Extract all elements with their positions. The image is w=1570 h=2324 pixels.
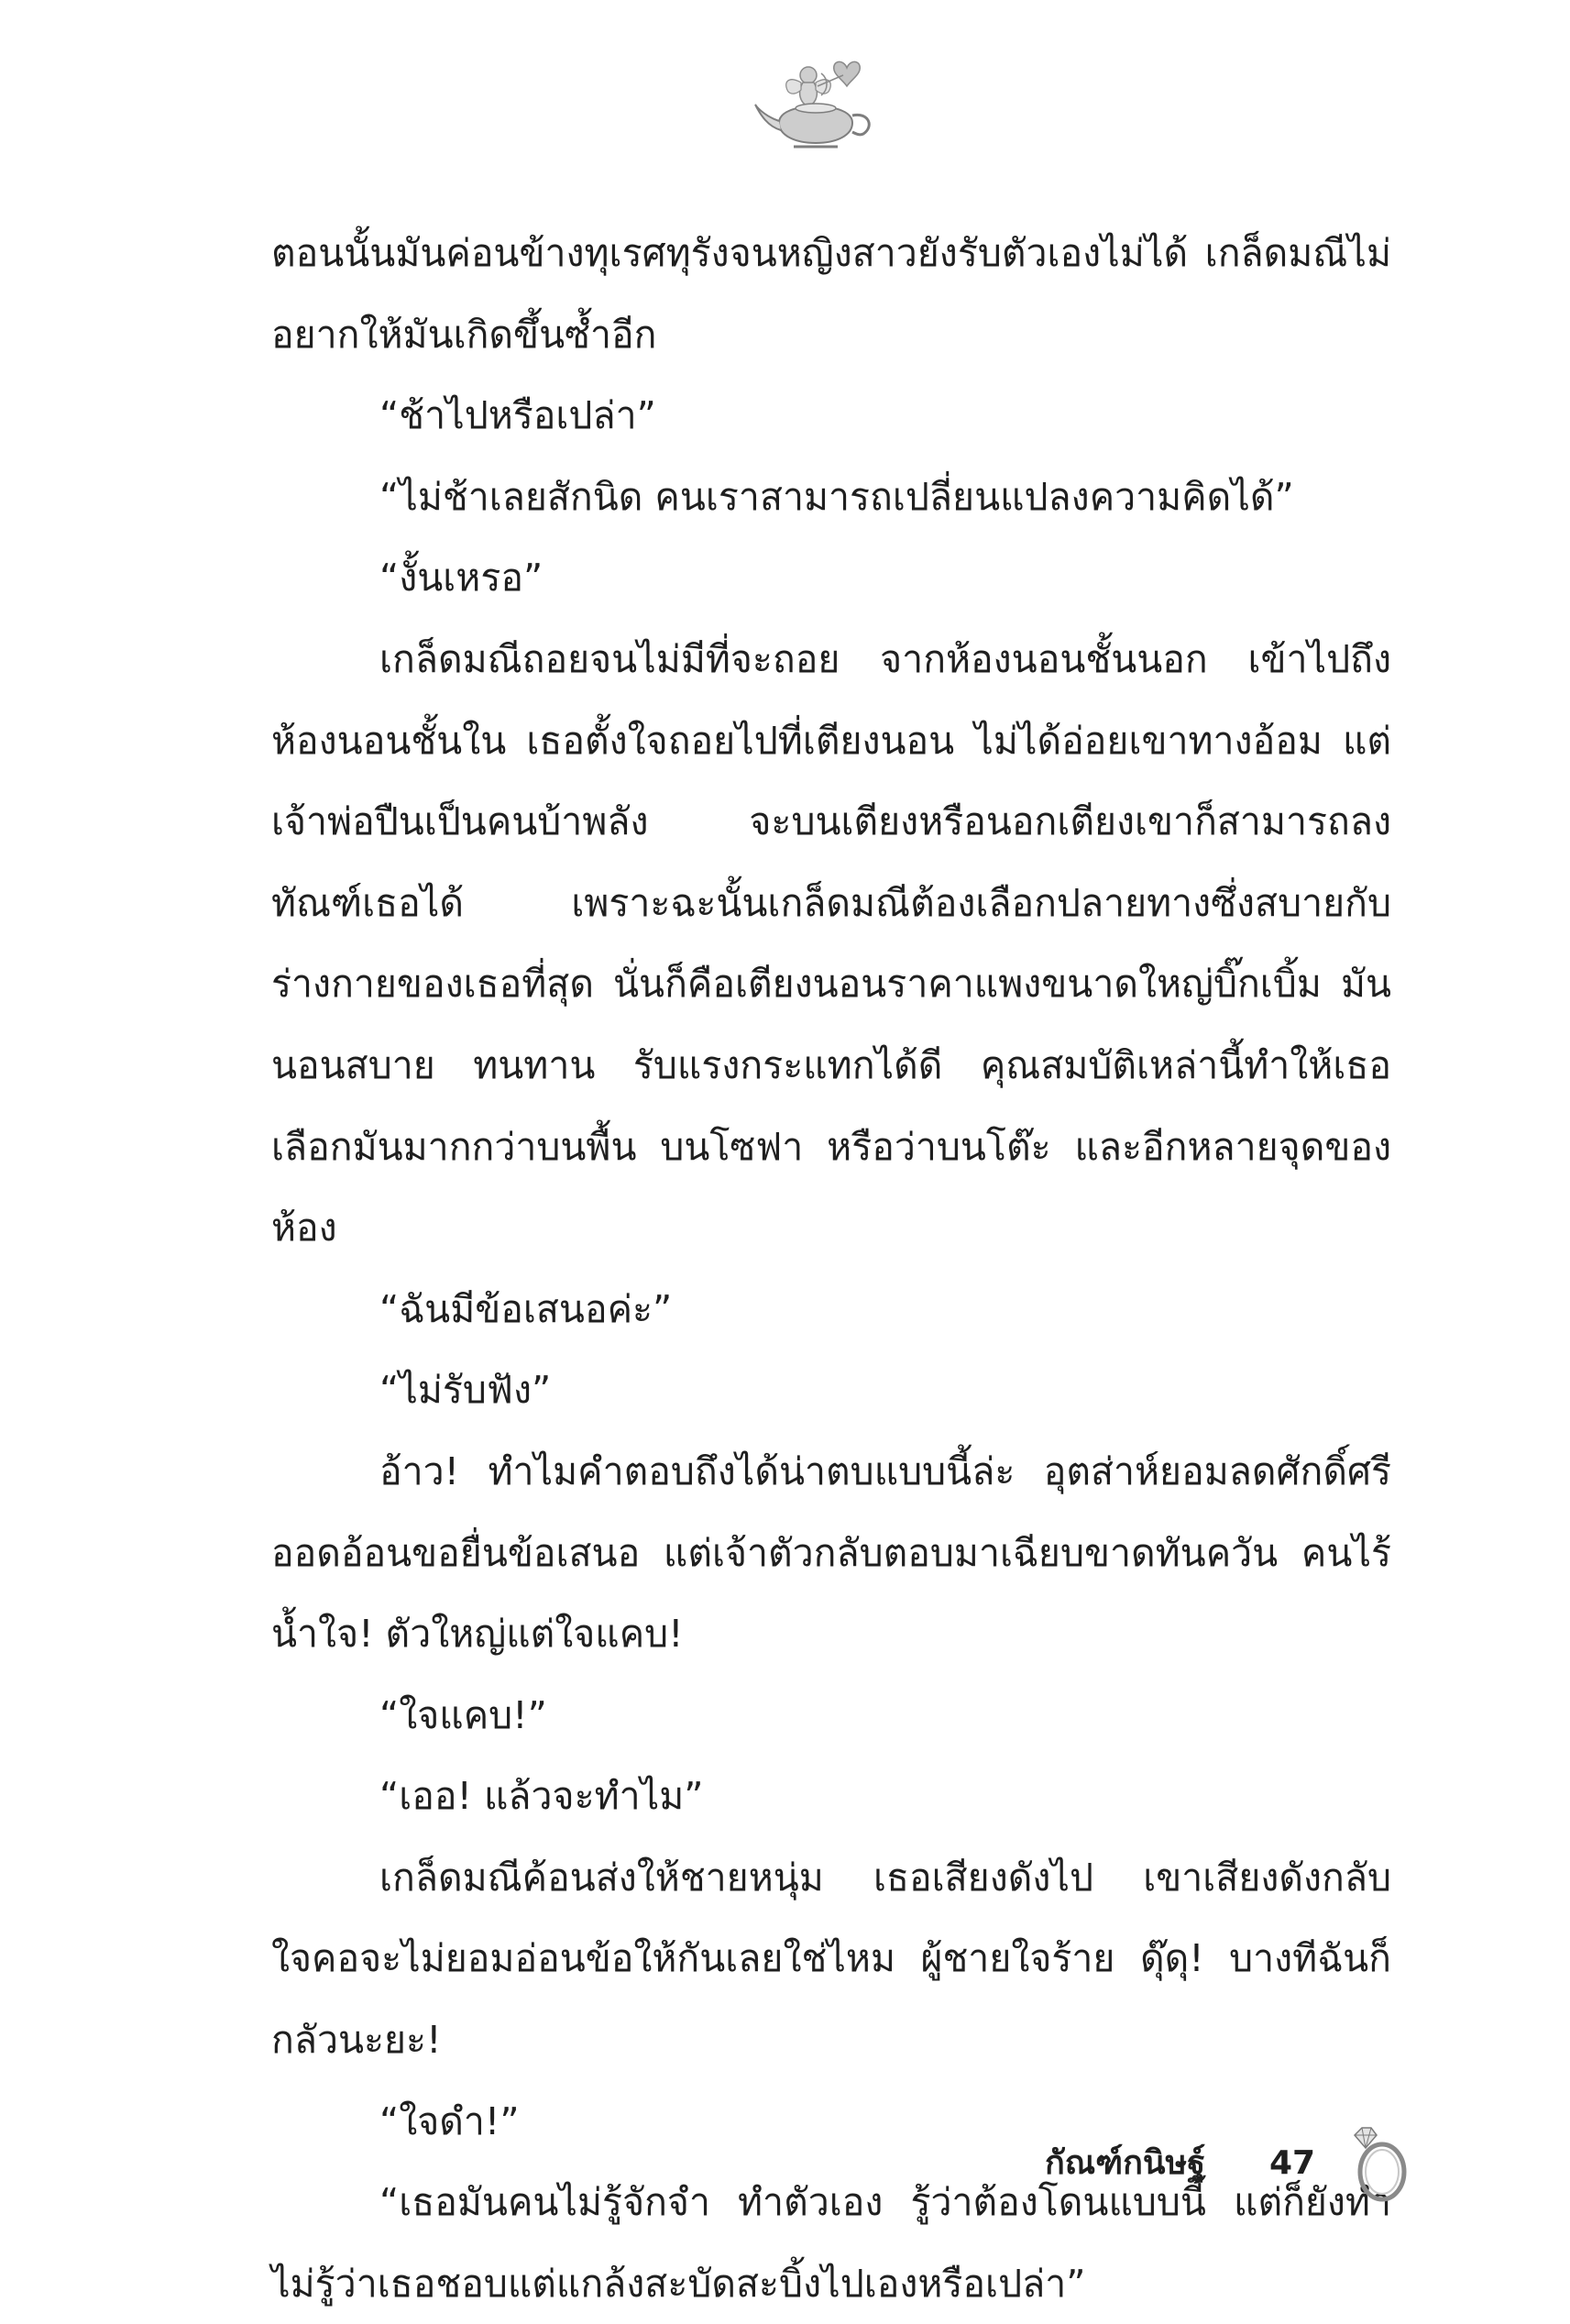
paragraph: อ้าว! ทำไมคำตอบถึงได้น่าตบแบบนี้ล่ะ อุตส่าห์ยอมลดศักดิ์ศรีออดอ้อนขอยื่นข้อเสนอ แต่เจ้าตัวกลับตอบมาเฉียบขาดทันควัน คนไร้น้ำใจ! ตัวใหญ่แต่ใจแคบ! [271,1448,1391,1657]
paragraph: เกล็ดมณีค้อนส่งให้ชายหนุ่ม เธอเสียงดังไป เขาเสียงดังกลับ ใจคอจะไม่ยอมอ่อนข้อให้กันเลยใช่ไหม ผู้ชายใจร้าย ดุ๊ดุ! บางทีฉันก็กลัวนะยะ! [271,1855,1391,2063]
paragraph: “ช้าไปหรือเปล่า” [379,393,656,438]
paragraph: “ใจแคบ!” [379,1692,547,1737]
paragraph: “ฉันมีข้อเสนอค่ะ” [379,1286,673,1331]
diamond-ring-icon [1347,2122,1411,2205]
paragraph: “ไม่รับฟัง” [379,1368,552,1413]
paragraph: “เออ! แล้วจะทำไม” [379,1774,704,1819]
paragraph: “งั้นเหรอ” [379,556,543,600]
page-number: 47 [1269,2144,1316,2182]
paragraph: ตอนนั้นมันค่อนข้างทุเรศทุรังจนหญิงสาวยังรับตัวเองไม่ได้ เกล็ดมณีไม่อยากให้มันเกิดขึ้นซ้ำอีก [271,231,1391,357]
paragraph: “เธอมันคนไม่รู้จักจำ ทำตัวเอง รู้ว่าต้องโดนแบบนี้ แต่ก็ยังทำ ไม่รู้ว่าเธอชอบแต่แกล้งสะบัดสะบิ้งไปเองหรือเปล่า” [271,2180,1391,2306]
paragraph: เกล็ดมณีถอยจนไม่มีที่จะถอย จากห้องนอนชั้นนอก เข้าไปถึงห้องนอนชั้นใน เธอตั้งใจถอยไปที่เตียงนอน ไม่ได้อ่อยเขาทางอ้อม แต่เจ้าพ่อปืนเป็นคนบ้าพลัง จะบนเตียงหรือนอกเตียงเขาก็สามารถลงทัณฑ์เธอได้ เพราะฉะนั้นเกล็ดมณีต้องเลือกปลายทางซึ่งสบายกับร่างกายของเธอที่สุด นั่นก็คือเตียงนอนราคาแพงขนาดใหญ่บิ๊กเบิ้ม มันนอนสบาย ทนทาน รับแรงกระแทกได้ดี คุณสมบัติเหล่านี้ทำให้เธอเลือกมันมากกว่าบนพื้น บนโซฟา หรือว่าบนโต๊ะ และอีกหลายจุดของห้อง [271,636,1391,1250]
paragraph: “ใจดำ!” [379,2098,520,2143]
body-text [271,213,1391,2324]
cupid-teapot-ornament-icon [752,55,889,156]
page-footer [1045,2122,1430,2205]
paragraph: “ไม่ช้าเลยสักนิด คนเราสามารถเปลี่ยนแปลงความคิดได้” [379,474,1294,519]
book-title: กัณฑ์กนิษฐ์ [1045,2144,1206,2182]
